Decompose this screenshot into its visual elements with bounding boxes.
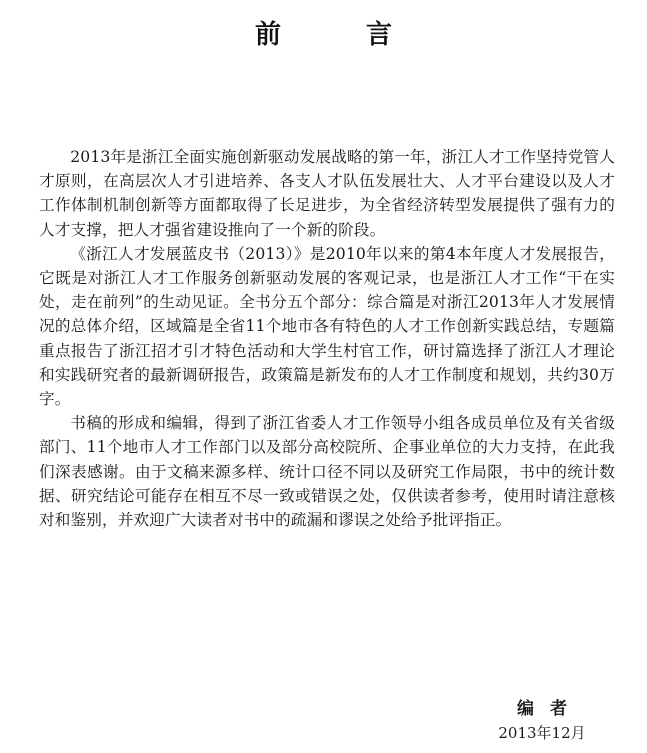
author-signature: 编者	[517, 699, 583, 719]
paragraph: 2013年是浙江全面实施创新驱动发展战略的第一年，浙江人才工作坚持党管人才原则，在高层次人才引进培养、各支人才队伍发展壮大、人才平台建设以及人才工作体制机制创新等方面都取得了长足进步，为全省经济转型发展提供了强有力的人才支撑，把人才强省建设推向了一个新的阶段。	[39, 148, 615, 239]
signature-block	[462, 697, 622, 745]
body-text	[39, 145, 615, 532]
paragraph: 书稿的形成和编辑，得到了浙江省委人才工作领导小组各成员单位及有关省级部门、11个地市人才工作部门以及部分高校院所、企事业单位的大力支持，在此我们深表感谢。由于文稿来源多样、统计口径不同以及研究工作局限，书中的统计数据、研究结论可能存在相互不尽一致或错误之处，仅供读者参考，使用时请注意核对和鉴别，并欢迎广大读者对书中的疏漏和谬误之处给予批评指正。	[39, 414, 615, 530]
page-title: 前 言	[254, 19, 431, 50]
paragraph: 《浙江人才发展蓝皮书（2013）》是2010年以来的第4本年度人才发展报告，它既是对浙江人才工作服务创新驱动发展的客观记录，也是浙江人才工作“干在实处，走在前列”的生动见证。全书分五个部分：综合篇是对浙江2013年人才发展情况的总体介绍，区域篇是全省11个地市各有特色的人才工作创新实践总结，专题篇重点报告了浙江招才引才特色活动和大学生村官工作，研讨篇选择了浙江人才理论和实践研究者的最新调研报告，政策篇是新发布的人才工作制度和规划，共约30万字。	[39, 244, 615, 409]
signature-date: 2013年12月	[498, 724, 586, 742]
